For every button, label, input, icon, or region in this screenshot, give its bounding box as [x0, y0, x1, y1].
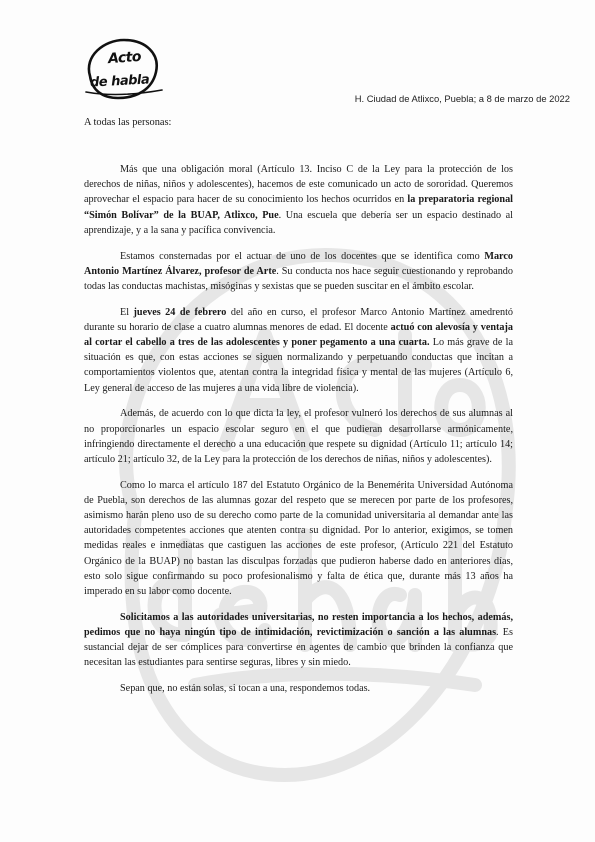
text-run: Lo más grave de la situación es que, con estas acciones se siguen normalizando y perpetuando conductas que incitan a comportamientos violentos que, atentan contra la integridad física y mental de las mujeres (Artículo 6, Ley general de acceso de las mujeres a una vida libre de violencia).	[84, 337, 513, 394]
text-run: Sepan que, no están solas, si tocan a una, respondemos todas.	[120, 683, 371, 695]
acto-de-habla-logo	[78, 36, 164, 102]
paragraph	[84, 162, 513, 238]
salutation: A todas las personas:	[84, 117, 172, 128]
text-run: Como lo marca el artículo 187 del Estatuto Orgánico de la Benemérita Universidad Autónoma de Puebla, son derechos de las alumnas gozar del respeto que se merecen por parte de los profesores, asimismo harán pleno uso de su derecho como parte de la comunidad universitaria al demandar ante las autoridades competentes acciones que atenten contra su dignidad. Por lo anterior, exigimos, se tomen medidas reales e inmediatas que castiguen las acciones de este profesor, (Artículo 221 del Estatuto Orgánico de la BUAP) no bastan las disculpas forzadas que pudieron haberse dado en anteriores días, esto solo sigue confirmando su poco profesionalismo y falta de ética que, durante más 13 años ha imperado en su labor como docente.	[84, 479, 513, 598]
text-run: Estamos consternadas por el actuar de uno de los docentes que se identifica como	[120, 250, 485, 262]
bold-text-run: Solicitamos a las autoridades universitarias, no resten importancia a los hechos, además, pedimos que no haya ningún tipo de intimidación, revictimización o sanción a las alumnas	[84, 611, 513, 638]
text-run: . Es sustancial dejar de ser cómplices para convertirse en agentes de cambio que brinden la confianza que necesitan las estudiantes para sentirse seguras, libres y sin miedo.	[84, 626, 513, 669]
paragraph	[84, 305, 513, 396]
bold-text-run: actuó con alevosía y ventaja al cortar el cabello a tres de las adolescentes y poner pegamento a una cuarta.	[84, 321, 514, 349]
paragraph	[84, 478, 513, 600]
bold-text-run: la preparatoria regional “Simón Bolívar” de la BUAP, Atlixco, Pue	[84, 194, 513, 221]
paragraph	[84, 681, 513, 696]
text-run: Además, de acuerdo con lo que dicta la ley, el profesor vulneró los derechos de sus alumnas al no proporcionarles un espacio escolar seguro en el que pudieran desarrollarse armónicamente, infringiendo directamente el derecho a una educación que respete su dignidad (Artículo 11; artículo 14; artículo 21; artículo 32, de la Ley para la protección de los derechos de niñas, niños y adolescentes).	[84, 408, 513, 465]
paragraph	[84, 610, 513, 671]
letter-body	[84, 162, 513, 707]
text-run: El	[120, 306, 134, 318]
place-and-date: H. Ciudad de Atlixco, Puebla; a 8 de marzo de 2022	[354, 93, 570, 104]
text-run: del año en curso, el profesor Marco Antonio Martínez amedrentó durante su horario de clase a cuatro alumnas menores de edad. El docente	[84, 306, 513, 333]
paragraph	[84, 406, 513, 467]
bold-text-run: Marco Antonio Martínez Álvarez, profesor de Arte	[84, 250, 513, 277]
bold-text-run: jueves 24 de febrero	[133, 306, 227, 318]
paragraph	[84, 249, 513, 295]
logo-text-line1: Acto	[107, 48, 142, 68]
text-run: . Su conducta nos hace seguir cuestionando y reprobando todas las conductas machistas, misóginas y sexistas que se pueden suscitar en el ámbito escolar.	[84, 265, 513, 292]
logo-text-line2: de habla	[89, 72, 150, 91]
text-run: Más que una obligación moral (Artículo 13. Inciso C de la Ley para la protección de los derechos de niñas, niños y adolescentes), hacemos de este comunicado un acto de sororidad. Queremos aprovechar el espacio para hacer de su conocimiento los hechos ocurridos en	[84, 164, 513, 206]
text-run: . Una escuela que debería ser un espacio destinado al aprendizaje, y a la sana y pacífica convivencia.	[84, 209, 513, 236]
